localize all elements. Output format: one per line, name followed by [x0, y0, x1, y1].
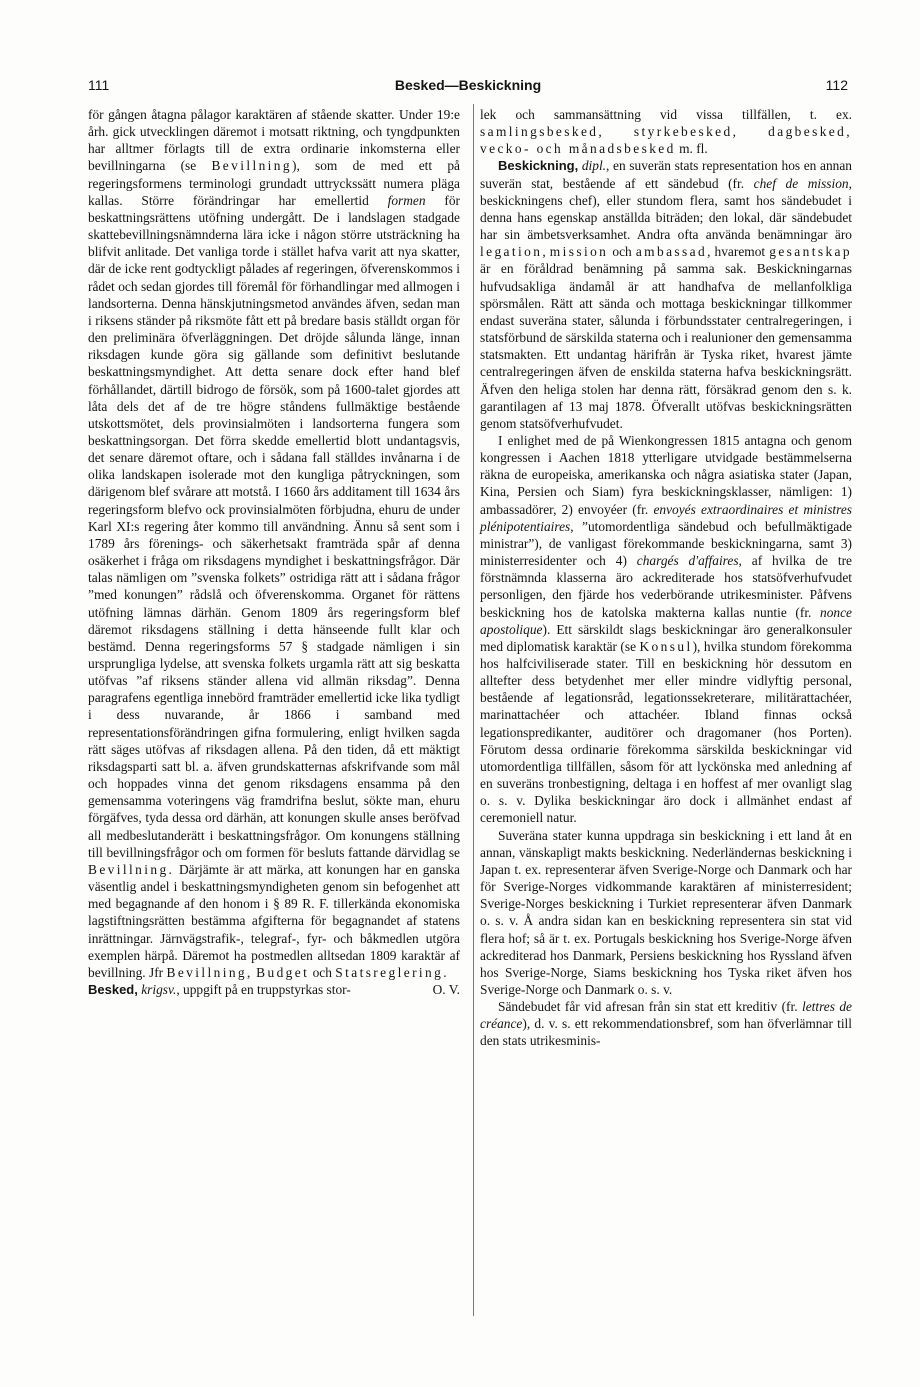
- column-divider: [473, 104, 474, 1316]
- paragraph-beskickningsklasser: I enlighet med de på Wienkongressen 1815 antagna och genom kongressen i Aachen 1818 ytterligare utvidgade bestämmelserna räkna de europeiska, amerikanska och några asiatiska stater (Japan, Kina, Persien och Siam) fyra beskickningsklasser, nämligen: 1) ambassadörer, 2) envoyéer (fr. envoyés extraordinaires et ministres plénipotentiaires, ”utomordentliga sändebud och befullmäktigade ministrar”), de vanligast förekommande beskickningarna, samt 3) ministerresidenter och 4) chargés d'affaires, af hvilka de tre förstnämnda klasserna äro ackrediterade hos statsöfverhufvudet personligen, den fjärde hos vederbörande utrikesminister. Påfvens beskickning hos de katolska makterna kallas nuntie (fr. nonce apostolique). Ett särskildt slags beskickningar äro generalkonsuler med diplomatisk karaktär (se Konsul), hvilka stundom förekomma hos halfciviliserade stater. Till en beskickning hör dessutom en alltefter dess betydenhet mer eller mindre vidlyftig personal, bestående af legationsråd, legationssekreterare, militärattachéer, marinattachéer och attachéer. Ibland finnas också legationspredikanter, auditörer och dragomaner (hos Porten). Förutom dessa ordinarie förekomma särskilda beskickningar vid utomordentliga tillfällen, såsom för att lyckönska med anledning af en suveräns tronbestigning, deltaga i en hoffest af mer ovanligt slag o. s. v. Dylika beskickningar äro dock i allmänhet endast af ceremoniell natur.: [480, 432, 852, 826]
- entry-headword: Beskickning,: [498, 158, 579, 174]
- entry-beskickning: Beskickning, dipl., en suverän stats representation hos en annan suverän stat, bestående af ett sändebud (fr. chef de mission, beskickningens chef), eller stundom flera, samt hos sändebudet i denna hans egenskap anställda biträden; den lokal, där sändebudet har sin ämbetsverksamhet. Andra ofta använda benämningar äro legation, mission och ambassad, hvaremot gesantskap är en föråldrad benämning på samma sak. Beskickningarnas hufvudsakliga ändamål är att handhafva de mellanfolkliga spörsmålen. Rätt att sända och mottaga beskickningar tillkommer endast suveräna stater, sålunda i förbundsstater centralregeringen, i statsförbund de särskilda staterna och i realunioner den gemensamma statsmakten. Ett undantag härifrån är Tyska riket, hvarest jämte centralregeringen äfven de enskilda staterna hafva beskickningsrätt. Äfven den heliga stolen har denna rätt, försäkrad genom den s. k. garantilagen af 13 maj 1878. Öfverallt utöfvas beskickningsrätten genom statsöfverhufvudet.: [480, 158, 852, 431]
- besked-krigsv-continued: lek och sammansättning vid vissa tillfällen, t. ex. samlingsbesked, styrkebesked, dagbesked, vecko- och månadsbesked m. fl.: [480, 107, 852, 157]
- cross-reference: Budget: [256, 964, 310, 980]
- cross-reference: Statsreglering.: [335, 964, 449, 980]
- cross-reference: Bevillning,: [166, 964, 253, 980]
- right-column: [480, 106, 852, 1050]
- page-number-left: 111: [88, 77, 110, 93]
- paragraph-suverana-stater: Suveräna stater kunna uppdraga sin beskickning i ett land åt en annan, vänskapligt makts beskickning. Nederländernas beskickning i Japan t. ex. representerar äfven Sverige-Norge och Danmark och har för Sverige-Norges vidkommande karaktären af ministerresident; Sverige-Norges beskickning i Turkiet representerar äfven Danmark o. s. v. Å andra sidan kan en beskickning representera sin stat vid flera hof; så är t. ex. Portugals beskickning hos Sverige-Norge äfven ackrediterad hos Danmark, Persiens beskickning hos Ryssland äfven hos Sverige-Norge, Siams beskickning hos Tyska riket äfven hos Sverige-Norge och Danmark o. s. v.: [480, 827, 852, 997]
- paragraph-sandebudet: Sändebudet får vid afresan från sin stat ett kreditiv (fr. lettres de créance), d. v. s. ett rekommendationsbref, som han öfverlämnar till den stats utrikesminis-: [480, 999, 852, 1049]
- author-signature: O. V.: [432, 981, 460, 997]
- entry-besked-krigsv: Besked, krigsv., uppgift på en truppstyrkas stor-: [88, 981, 351, 997]
- running-title: Besked—Beskickning: [394, 77, 542, 93]
- entry-headword: Besked,: [88, 981, 138, 997]
- page-header: [88, 77, 848, 99]
- page-number-right: 112: [825, 77, 848, 93]
- left-column: [88, 106, 460, 998]
- cross-reference: Bevillning: [211, 158, 292, 174]
- cross-reference: Bevillning.: [88, 861, 175, 877]
- besked-continued-paragraph: för gången åtagna pålagor karaktären af stående skatter. Under 19:e årh. gick utvecklingen däremot i motsatt riktning, och tyngdpunkten har alltmer förlagts till de extra ordinarie inkomsterna eller bevillningarna (se Bevillning), som de med ett på regeringsformens terminologi grundadt uttryckssätt numera pläga kallas. Större förändringar har emellertid formen för beskattningsrättens utöfning undergått. De i landslagen stadgade skattebevillningsnämnderna lära icke i någon större utsträckning ha blifvit anlitade. Det vanliga torde i stället hafva varit att nya skatter, där de icke rent godtyckligt pålades af regeringen, öfverenskommos i rådet och sedan gjordes till föremål för förhandlingar med allmogen i landsorterna. Denna hänskjutningsmetod användes äfven, sedan man i riksens ständer på riksmöte fått ett på bredare basis ställdt organ för den preliminära öfverläggningen. Det dröjde sålunda länge, innan riksdagen kunde göra sig gällande som definitivt beslutande beskattningsmyndighet. Att detta senare dock efter hand blef förhållandet, därtill bidrogo de försök, som på 1600-talet gjordes att låta dels det af de tre högre ståndens fullmäktige bestående utskottsmötet, dels provinsialmöten i landsorterna fungera som beskattningsorgan. Det förra skedde emellertid blott undantagsvis, det senare däremot oftare, och i sådana fall ställdes invånarna i de olika landskapen isolerade mot den kungliga påtryckningen, som därigenom blef svårare att motstå. I 1660 års additament till 1634 års regeringsform blefvo ock provinsialmöten förbjudna, ehuru de under Karl XI:s regering åter kommo till användning. Ännu så sent som i 1789 års förenings- och säkerhetsakt framträda spår af denna osäkerhet i fråga om riksdagens myndighet i beskattningsfrågor. Där talas nämligen om ”svenska folkets” ostridiga rätt att i sådana frågor ”med konungen” rådslå och öfverenskomma. Organet för rättens utöfning lämnas därhän. Genom 1809 års regeringsform blef däremot riksdagens ställning i detta hänseende fullt klar och bestämd. Denna regeringsforms 57 § stadgade nämligen i sin ursprungliga lydelse, att svenska folkets urgamla rätt att sig beskatta utöfvas ”af riksens ständer allena vid allmän riksdag”. Denna paragrafens egentliga innebörd framträder emellertid icke lika tydligt i dess nuvarande, år 1866 i samband med representationsförändringen gifna formulering, enligt hvilken sagda rätt säges utöfvas af riksdagen allena. På den tiden, då ett mäktigt riksdagsparti satt bl. a. äfven grundskatternas afskrifvande som mål och hoppades vinna det genom riksdagens ensamma på den gemensamma voteringens väg framdrifna beslut, sökte man, ehuru förgäfves, tyda dessa ord därhän, att konungen skulle anses beröfvad all medbeslutanderätt i beskattningsfrågor. Om konungens ställning till bevillningsfrågor och om formen för besluts fattande därvidlag se Bevillning. Därjämte är att märka, att konungen har en ganska väsentlig andel i beskattningsmyndigheten genom sin befogenhet att med begagnande af den honom i § 89 R. F. tillerkända ekonomiska lagstiftningsrätten bestämma afgifterna för begagnandet af statens inrättningar. Järnvägstrafik-, telegraf-, fyr- och båkmedlen utgöra exemplen härpå. Däremot ha postmedlen alltsedan 1809 karaktär af bevillning. Jfr Bevillning, Budget och Statsreglering. O. V.: [88, 107, 460, 997]
- cross-reference: Konsul: [639, 638, 693, 654]
